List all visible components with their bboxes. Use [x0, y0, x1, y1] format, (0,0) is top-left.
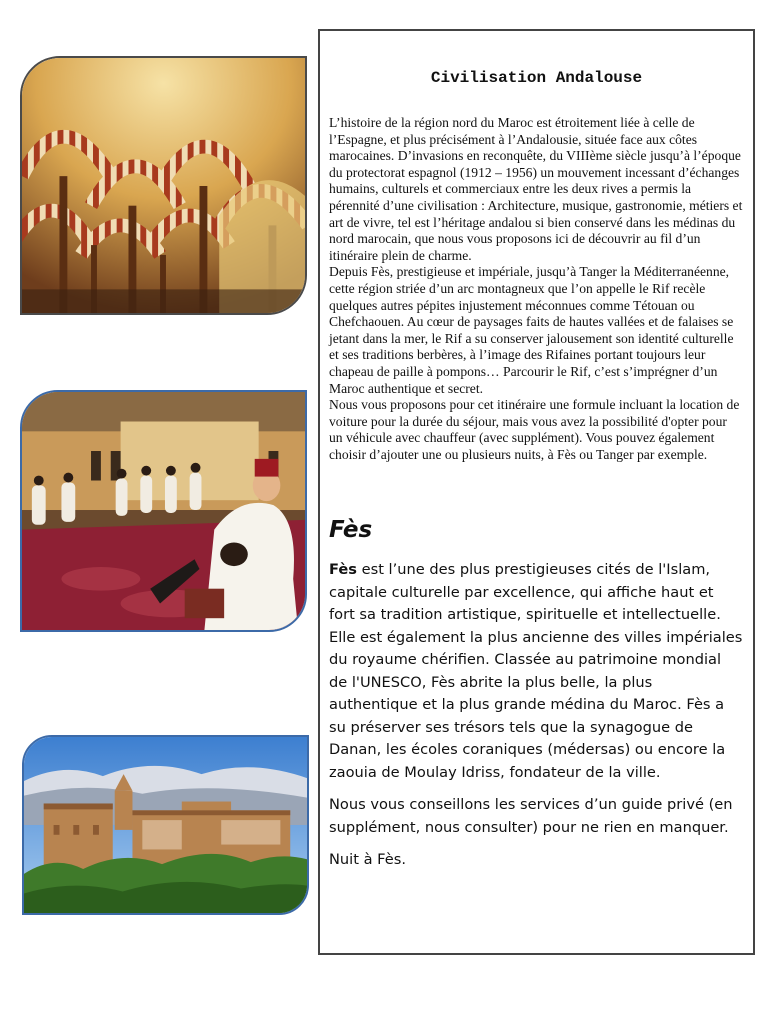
andalusian-orchestra-photo [20, 390, 307, 632]
alhambra-image [24, 737, 307, 913]
text-frame [318, 29, 755, 955]
page-title: Civilisation Andalouse [430, 69, 643, 87]
fes-heading: Fès [329, 517, 373, 543]
alhambra-photo [22, 735, 309, 915]
fes-paragraph-2: Nous vous conseillons les services d’un guide privé (en supplément, nous consulter) pour ne rien en manquer. [329, 796, 733, 836]
orchestra-image [22, 392, 305, 630]
fes-paragraph-1-text: est l’une des plus prestigieuses cités de l'Islam, capitale culturelle par excellence, qui affiche haut et fort sa tradition artistique, spirituelle et intellectuelle. Elle est également la plus ancienne des villes impériales du royaume chérifien. Classée au patrimoine mondial de l'UNESCO, Fès abrite la plus belle, la plus authentique et la plus grande médina du Maroc. Fès a su préserver ses trésors tels que la synagogue de Danan, les écoles coraniques (médersas) ou encore la zaouia de Moulay Idriss, fondateur de la ville. [329, 561, 743, 781]
intro-paragraph-2: Depuis Fès, prestigieuse et impériale, jusqu’à Tanger la Méditerranéenne, cette région striée d’un arc montagneux que l’on appelle le Rif recèle quelques autres pépites injustement méconnues comme Tétouan ou Chefchaouen. Au cœur de paysages faits de hautes vallées et de falaises se jetant dans la mer, le Rif a su conserver jalousement son identité culturelle et ses traditions berbères, à l’image des Rifaines portant toujours leur chapeau de paille à pompons… Parcourir le Rif, c’est s’imprégner d’un Maroc authentique et secret. [329, 264, 734, 396]
mosque-arches-image [22, 58, 305, 313]
mosque-arches-photo [20, 56, 307, 315]
fes-paragraph-1 [329, 559, 743, 784]
intro-paragraph-1: L’histoire de la région nord du Maroc est étroitement liée à celle de l’Espagne, et plus précisément à l’Andalousie, située face aux côtes marocaines. D’invasions en reconquête, du VIIIème siècle jusqu’à l’époque du protectorat espagnol (1912 – 1956) un mouvement incessant d’échanges humains, culturels et commerciaux entre les deux rives a permis la pérennité d’une civilisation : Architecture, musique, gastronomie, métiers et art de vivre, tel est l’héritage andalou si bien conservé dans les médinas du nord marocain, que nous vous proposons ici de découvrir au fil d’un itinéraire plein de charme. [329, 115, 743, 263]
intro-text [329, 115, 743, 463]
intro-paragraph-3: Nous vous proposons pour cet itinéraire une formule incluant la location de voiture pour la durée du séjour, mais vous avez la possibilité d'opter pour un véhicule avec chauffeur (avec supplément). Vous pouvez également choisir d’ajouter une ou plusieurs nuits, à Fès ou Tanger par exemple. [329, 397, 740, 462]
fes-section [329, 559, 743, 882]
fes-lead-bold: Fès [329, 561, 357, 578]
fes-paragraph-3: Nuit à Fès. [329, 851, 406, 868]
